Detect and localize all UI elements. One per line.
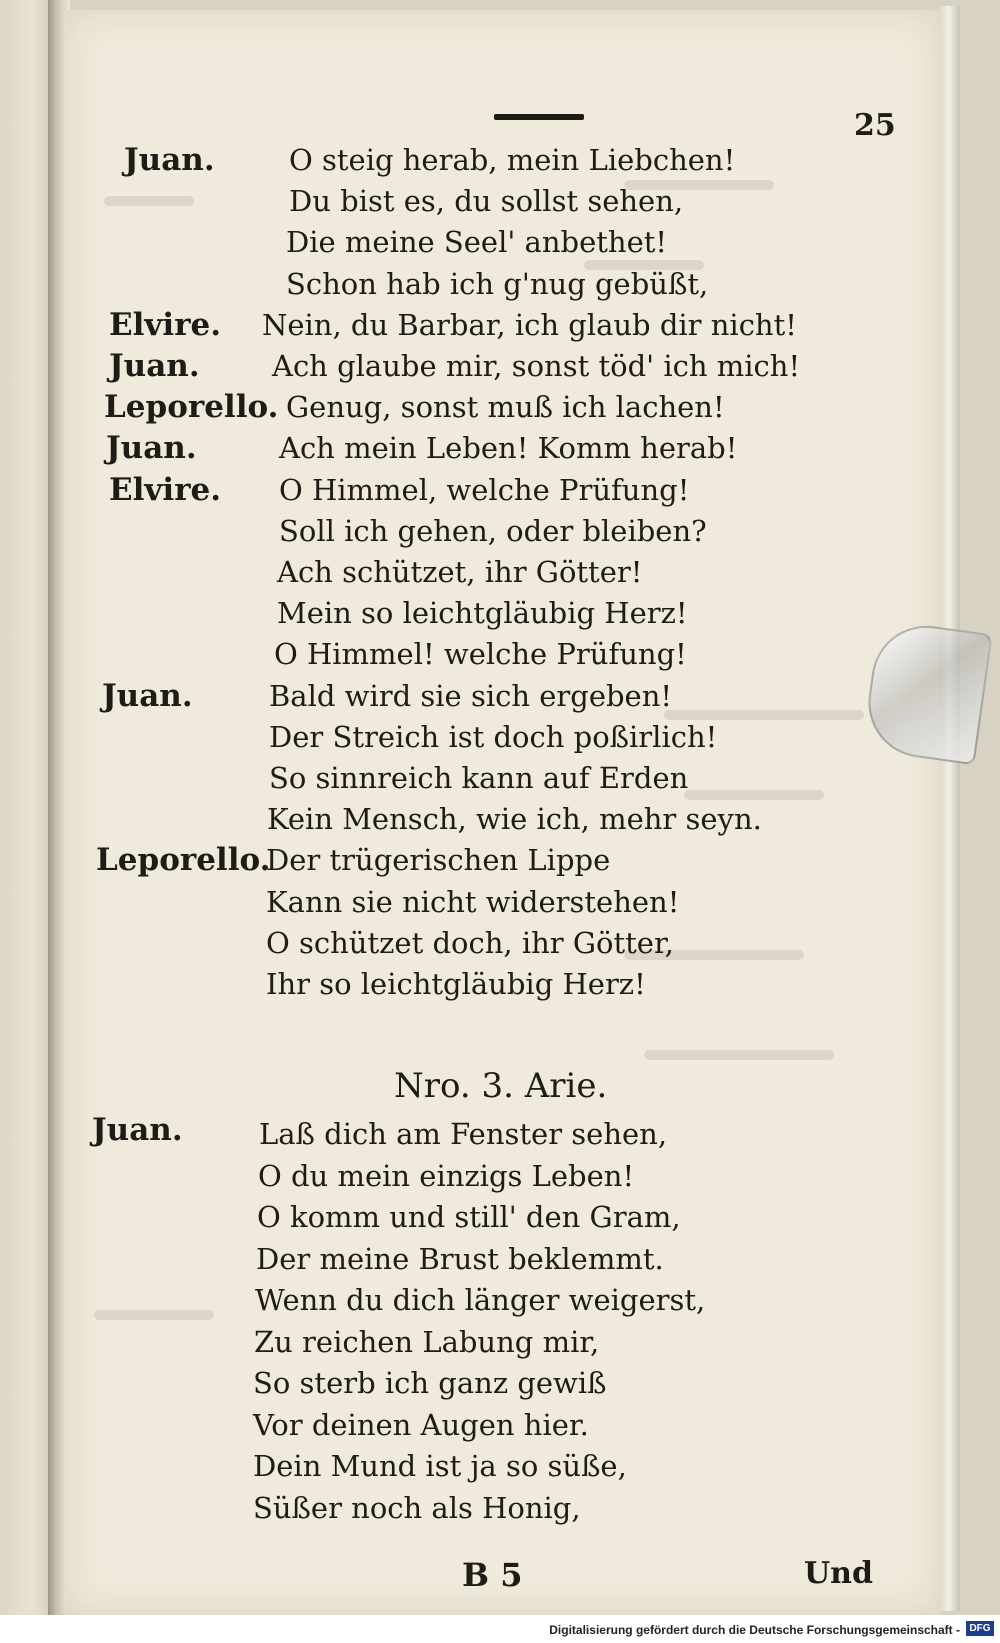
- speaker-name: Juan.: [106, 430, 197, 467]
- verse-line: Der Streich ist doch poßirlich!: [269, 719, 718, 754]
- book-page: [64, 10, 940, 1615]
- aria-line: Der meine Brust beklemmt.: [256, 1241, 664, 1276]
- aria-line: Dein Mund ist ja so süße,: [253, 1449, 627, 1483]
- speaker-name: Juan.: [92, 1112, 183, 1148]
- verse-line: Nein, du Barbar, ich glaub dir nicht!: [262, 307, 797, 342]
- verse-line: Mein so leichtgläubig Herz!: [277, 596, 688, 631]
- speaker-name: Elvire.: [109, 471, 222, 508]
- footer-bar: [0, 1615, 1000, 1643]
- verse-line: O Himmel, welche Prüfung!: [279, 472, 690, 507]
- verse-line: Soll ich gehen, oder bleiben?: [279, 513, 707, 548]
- verse-line: O steig herab, mein Liebchen!: [289, 143, 736, 177]
- verse-line: Kein Mensch, wie ich, mehr seyn.: [267, 802, 762, 837]
- footer-credit: Digitalisierung gefördert durch die Deutsche Forschungsgemeinschaft -: [549, 1623, 960, 1637]
- verse-line: So sinnreich kann auf Erden: [269, 761, 689, 795]
- verse-line: Du bist es, du sollst sehen,: [289, 184, 684, 219]
- verse-line: Der trügerischen Lippe: [266, 843, 611, 878]
- aria-line: O komm und still' den Gram,: [257, 1200, 681, 1234]
- header-rule: [494, 114, 584, 120]
- catchword: Und: [804, 1556, 873, 1591]
- aria-line: Süßer noch als Honig,: [253, 1490, 581, 1525]
- signature-mark: B 5: [462, 1556, 523, 1594]
- section-heading: Nro. 3. Arie.: [394, 1066, 608, 1106]
- verse-line: Die meine Seel' anbethet!: [286, 225, 668, 260]
- verse-line: Kann sie nicht widerstehen!: [266, 884, 680, 919]
- aria-line: Vor deinen Augen hier.: [253, 1407, 589, 1442]
- speaker-name: Leporello.: [104, 389, 279, 426]
- speaker-name: Elvire.: [109, 306, 222, 343]
- verse-line: O schützet doch, ihr Götter,: [266, 925, 674, 960]
- verse-line: O Himmel! welche Prüfung!: [274, 637, 687, 672]
- verse-line: Bald wird sie sich ergeben!: [269, 678, 673, 713]
- aria-line: So sterb ich ganz gewiß: [253, 1366, 607, 1400]
- aria-line: Laß dich am Fenster sehen,: [259, 1117, 668, 1151]
- verse-line: Ihr so leichtgläubig Herz!: [266, 967, 646, 1001]
- speaker-name: Juan.: [124, 142, 215, 178]
- aria-line: Wenn du dich länger weigerst,: [255, 1283, 706, 1317]
- speaker-name: Juan.: [109, 348, 200, 384]
- page-number: 25: [854, 108, 896, 143]
- page-stack-edge: [938, 6, 960, 1611]
- verse-line: Ach schützet, ihr Götter!: [277, 555, 643, 589]
- verse-line: Ach glaube mir, sonst töd' ich mich!: [272, 349, 801, 383]
- verse-line: Schon hab ich g'nug gebüßt,: [286, 266, 709, 301]
- speaker-name: Juan.: [102, 677, 193, 714]
- verse-line: Genug, sonst muß ich lachen!: [286, 390, 725, 425]
- aria-line: O du mein einzigs Leben!: [258, 1158, 635, 1193]
- speaker-name: Leporello.: [96, 842, 271, 879]
- dfg-logo-icon: DFG: [966, 1621, 994, 1636]
- aria-line: Zu reichen Labung mir,: [254, 1324, 600, 1359]
- verse-line: Ach mein Leben! Komm herab!: [279, 431, 738, 466]
